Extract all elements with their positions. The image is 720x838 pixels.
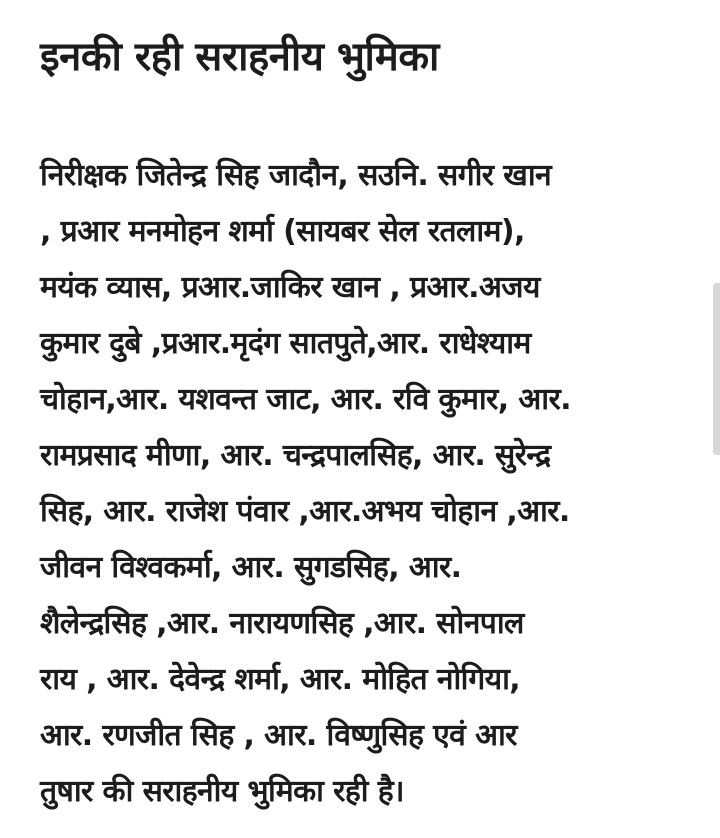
paragraph-line: कुमार दुबे ,प्रआर.मृदंग सातपुते,आर. राधेश्याम	[40, 326, 531, 361]
paragraph-line: जीवन विश्वकर्मा, आर. सुगडसिह, आर.	[40, 550, 462, 585]
paragraph-line: राय , आर. देवेन्द्र शर्मा, आर. मोहित नोगिया,	[40, 662, 521, 697]
paragraph-line: , प्रआर मनमोहन शर्मा (सायबर सेल रतलाम),	[40, 214, 525, 249]
paragraph-line: सिह, आर. राजेश पंवार ,आर.अभय चोहान ,आर.	[40, 494, 570, 529]
paragraph-line: रामप्रसाद मीणा, आर. चन्द्रपालसिह, आर. सुरेन्द्र	[40, 438, 551, 473]
paragraph-line: तुषार की सराहनीय भुमिका रही है।	[40, 774, 404, 809]
article-heading: इनकी रही सराहनीय भुमिका	[40, 34, 439, 80]
paragraph-line: निरीक्षक जितेन्द्र सिह जादौन, सउनि. सगीर खान	[40, 158, 552, 193]
paragraph-line: मयंक व्यास, प्रआर.जाकिर खान , प्रआर.अजय	[40, 270, 540, 305]
paragraph-line: आर. रणजीत सिह , आर. विष्णुसिह एवं आर	[40, 718, 517, 753]
paragraph-line: चोहान,आर. यशवन्त जाट, आर. रवि कुमार, आर.	[40, 382, 571, 417]
paragraph-line: शैलेन्द्रसिह ,आर. नारायणसिह ,आर. सोनपाल	[40, 606, 524, 641]
article-paragraph	[40, 148, 690, 820]
scrollbar-thumb[interactable]	[713, 283, 720, 455]
